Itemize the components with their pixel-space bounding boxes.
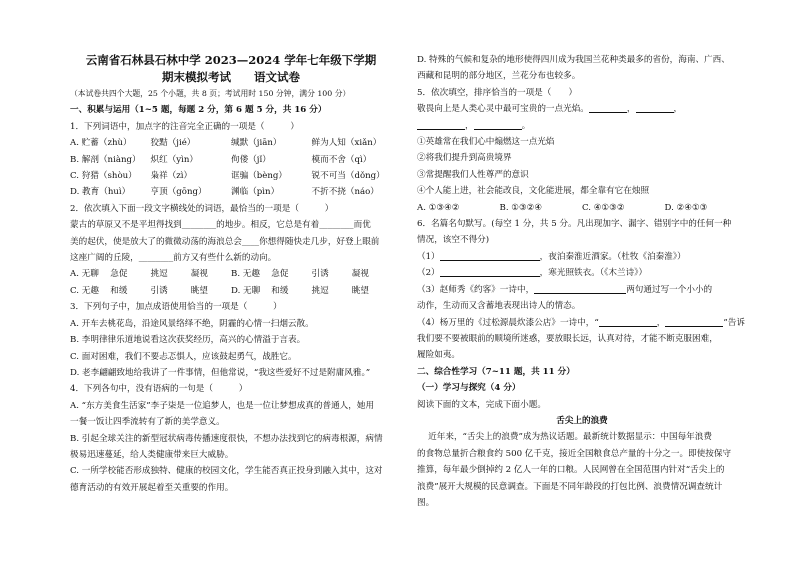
q5-passage: 敬畏向上是人类心灵中最可宝贵的一点光焰。 ， ， (417, 104, 683, 115)
q1-option: 锐不可当（dǒng） (311, 171, 385, 182)
q6-item-2: （2） ，寒光照铁衣。（《木兰诗》） (417, 268, 648, 279)
reading-instruction: 阅读下面的文本，完成下面小题。 (417, 399, 546, 410)
q1-option: 渊临（pìn） (231, 187, 280, 198)
q5-item: ④个人能上进，社会能改良，文化能进展，都全靠有它在烛照 (417, 186, 650, 197)
q1-option: 枭祥（zì） (150, 171, 193, 182)
q2-option: 引诱 (311, 269, 329, 280)
q2-option: 凝视 (351, 269, 369, 280)
article-line: 推算，每年最少倒掉约 2 亿人一年的口粮。人民网曾在全国范围内针对“舌尖上的 (417, 465, 725, 476)
q6-stem: 情况，该空不得分) (417, 235, 490, 246)
q1-option: D. 教育（huì） (70, 187, 131, 198)
q5-passage: ， 。 (417, 118, 747, 134)
subsection-heading: （一）学习与探究（4 分） (417, 383, 521, 394)
q2-option: 急促 (271, 269, 289, 280)
q2-option: 引诱 (150, 285, 168, 296)
section-1-heading: 一、积累与运用（1~5 题，每题 2 分，第 6 题 5 分，共 16 分） (70, 105, 327, 116)
q2-option: B. 无趣 (231, 269, 260, 280)
article-title: 舌尖上的浪费 (556, 415, 608, 426)
article-line: 图。 (417, 497, 435, 508)
q2-options-row (70, 283, 392, 299)
q2-option: 眺望 (351, 285, 369, 296)
q2-option: 急促 (110, 269, 128, 280)
q1-option: 狡黠（jié） (150, 138, 196, 149)
q4-option-line: 极易迅速蔓延，给人类健康带来巨大威胁。 (70, 449, 234, 460)
q2-option: A. 无聊 (70, 269, 99, 280)
q2-option: 和缓 (110, 285, 128, 296)
q1-option: 模而不舍（qì） (311, 154, 372, 165)
q4-option-line: A. “东方美食生活家”李子柒是一位追梦人，也是一位让梦想成真的普通人，她用 (70, 400, 375, 411)
q1-option: 不折不挠（náo） (311, 187, 379, 198)
q2-passage-line: 蒙古的草原又不是平坦得找到________的地步。相反，它总是有着________而优 (70, 220, 371, 231)
q6-item-4-cont: 我们要不要被眼前的顺境所迷惑，要放眼长远，认真对待，才能不断克服困难， (417, 333, 718, 344)
q2-options-row (70, 266, 392, 282)
q5-stem: 5．依次填空，排序恰当的一项是（ ） (417, 87, 578, 98)
q2-option: 和缓 (271, 285, 289, 296)
q1-option: 佝偻（jǐ） (231, 154, 271, 165)
q3-option: D. 老李翩翩致地给我讲了一件事情，但他常说，“我这些爱好不过是附庸风雅。” (70, 367, 371, 378)
q2-stem: 2．依次填入下面一段文字横线处的词语，最恰当的一项是（ ） (70, 203, 334, 214)
q4-option-line: 西藏和昆明的部分地区，兰花分布也较多。 (417, 71, 581, 82)
q6-stem: 6．名篇名句默写。(每空 1 分，共 5 分。凡出现加字、漏字、错别字中的任何一种 (417, 219, 732, 230)
exam-title-line2: 期末模拟考试 语文试卷 (162, 70, 300, 84)
q6-item-4-cont: 履险如夷。 (417, 350, 460, 361)
exam-title-line1: 云南省石林县石林中学 2023—2024 学年七年级下学期 (85, 53, 377, 67)
q4-option-line: C. 一所学校能否形成独特、健康的校园文化，学生能否真正投身到融入其中，这对 (70, 466, 383, 477)
q1-option: C. 狩猎（shòu） (70, 171, 137, 182)
article-line: 的食物总量折合粮食约 500 亿千克，接近全国粮食总产量的十分之一。即使按保守 (417, 448, 732, 459)
q5-option: A. ①③④② (417, 202, 460, 213)
right-column (417, 52, 747, 511)
q2-option: 挑逗 (311, 285, 329, 296)
q5-item: ①英雄常在我们心中煽燃这一点光焰 (417, 137, 555, 148)
q4-option-line: B. 引起全球关注的新型冠状病毒传播速度很快，不想办法找到它的病毒根源，病情 (70, 433, 383, 444)
q5-option: C. ④①③② (582, 202, 625, 213)
q2-passage-line: 美的起伏，使是放大了的微微动荡的海浪总会____你想得随快走几步，好登上眼前 (70, 236, 380, 247)
q2-passage-line: 这座广阔的丘陵，________前方又有些什么新的动向。 (70, 253, 277, 264)
section-2-heading: 二、综合性学习（7~11 题，共 11 分） (417, 366, 575, 377)
q5-option: D. ②④①③ (664, 202, 708, 213)
q5-options (417, 200, 747, 216)
q3-option: A. 开车去桃花岛，沿途风景络绎不绝，阴霾的心情一扫烟云散。 (70, 318, 314, 329)
q2-option: C. 无趣 (70, 285, 99, 296)
q4-option-line: 一餐一饭让四季流转有了新的美学意义。 (70, 417, 225, 428)
q6-item-3: （3）赵师秀《约客》一诗中， 两句通过写一个小小的 (417, 284, 713, 295)
q1-option: 鲜为人知（xiǎn） (311, 138, 382, 149)
q1-option: B. 解剖（niàng） (70, 154, 141, 165)
q1-option: 亨顶（gōng） (150, 187, 207, 198)
q6-item-4: （4）杨万里的《过松源晨炊漆公店》一诗中，“ ， ”告诉 (417, 317, 745, 328)
q1-options (70, 135, 392, 201)
q3-option: B. 李明律律乐道地说看这次获奖经历，高兴的心情溢于言表。 (70, 335, 306, 346)
article-line: 近年来，“舌尖上的浪费”成为热议话题。最新统计数据显示：中国每年浪费 (428, 432, 712, 443)
q1-option: A. 贮蓄（zhù） (70, 138, 132, 149)
q1-option: 缄默（jiān） (231, 138, 282, 149)
q4-option-line: 德育活动的有效开展起着至关重要的作用。 (70, 482, 234, 493)
q3-option: C. 面对困难，我们不要忐忑惧人，应该鼓起勇气，战胜它。 (70, 351, 297, 362)
q1-stem: 1．下列词语中，加点字的注音完全正确的一项是（ ） (70, 121, 299, 132)
article-line: 浪费”展开大规模的民意调查。下面是不同年龄段的打包比例、浪费情况调查统计 (417, 481, 723, 492)
q4-option-line: D. 特殊的气候和复杂的地形使得四川成为我国兰花种类最多的省份，海南、广西、 (417, 55, 730, 65)
q1-option: 诓骗（bèng） (231, 171, 287, 182)
q2-option: 眺望 (190, 285, 208, 296)
q6-item-3-cont: 动作，生动而又含蓄地表现出诗人的情态。 (417, 301, 581, 312)
q2-option: D. 无聊 (231, 285, 261, 296)
exam-instructions: （本试卷共四个大题，25 个小题，共 8 页；考试用时 150 分钟，满分 100 分） (70, 89, 351, 98)
q1-option: 炽红（yìn） (150, 154, 199, 165)
q5-item: ③常提醒我们人性尊严的意识 (417, 169, 529, 180)
q2-option: 挑逗 (150, 269, 168, 280)
q6-item-1: （1） ，夜泊秦淮近酒家。（杜牧《泊秦淮》） (417, 251, 686, 262)
q5-option: B. ①③②④ (499, 202, 543, 213)
q4-stem: 4．下列各句中，没有语病的一句是（ ） (70, 384, 248, 395)
q5-item: ②将我们提升到高贵境界 (417, 153, 512, 164)
q3-stem: 3．下列句子中，加点成语使用恰当的一项是（ ） (70, 302, 282, 313)
q2-option: 凝视 (190, 269, 208, 280)
left-column (70, 52, 392, 496)
